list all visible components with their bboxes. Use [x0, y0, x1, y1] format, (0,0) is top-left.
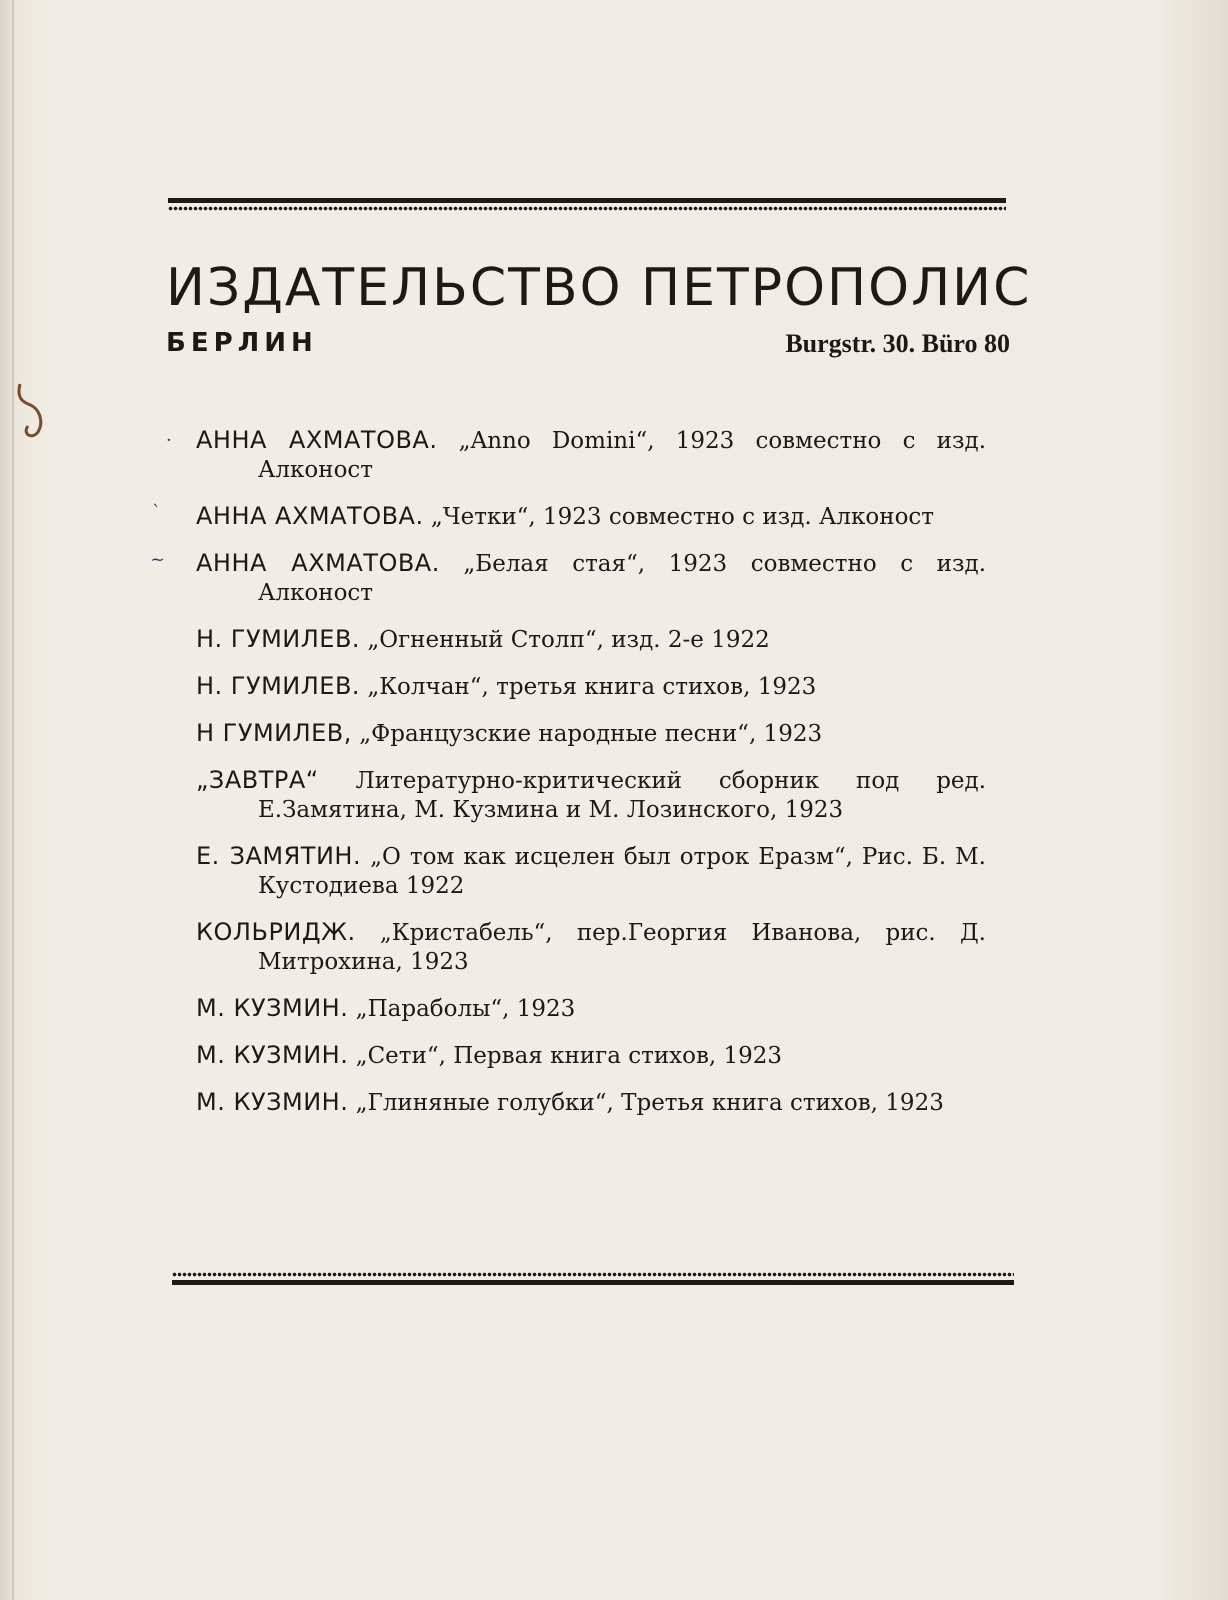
- publisher-title: ИЗДАТЕЛЬСТВО ПЕТРОПОЛИС: [166, 258, 1032, 318]
- binding-thread-icon: [14, 382, 54, 442]
- catalog-entry: [150, 549, 986, 608]
- catalog-entry: [196, 672, 986, 702]
- entry-work: „Четки“, 1923 совместно с изд. Алконост: [430, 504, 935, 530]
- catalog-entry: [196, 918, 986, 977]
- pencil-mark-icon: ~: [150, 549, 166, 570]
- catalog-entry: [196, 842, 986, 901]
- catalog-entry: [152, 502, 986, 532]
- entry-work: „Огненный Столп“, изд. 2-е 1922: [367, 627, 770, 653]
- entry-work: „Кристабель“, пер.Георгия Иванова, рис. Д. Митрохина, 1923: [258, 920, 986, 975]
- entry-work: „Белая стая“, 1923 совместно с изд. Алконост: [258, 551, 986, 606]
- entry-work: „О том как исцелен был отрок Еразм“, Рис. Б. М. Кустодиева 1922: [258, 844, 986, 899]
- catalog-list: [150, 426, 987, 1135]
- entry-author: АННА АХМАТОВА.: [196, 502, 424, 530]
- entry-author: КОЛЬРИДЖ.: [196, 918, 356, 946]
- entry-work: „Колчан“, третья книга стихов, 1923: [367, 674, 817, 700]
- page-spine-edge: [12, 0, 14, 1600]
- entry-work: „Глиняные голубки“, Третья книга стихов, 1923: [355, 1090, 944, 1116]
- entry-author: Н. ГУМИЛЕВ.: [196, 625, 361, 653]
- entry-work: „Anno Domini“, 1923 совместно с изд. Алконост: [258, 428, 987, 483]
- catalog-entry: [196, 994, 986, 1024]
- entry-author: АННА АХМАТОВА.: [196, 426, 438, 454]
- pencil-mark-icon: ·: [166, 430, 172, 451]
- entry-author: Е. ЗАМЯТИН.: [196, 842, 362, 870]
- entry-author: Н ГУМИЛЕВ,: [196, 719, 352, 747]
- entry-work: „Параболы“, 1923: [355, 996, 576, 1022]
- top-ornamental-rule: [168, 198, 1006, 214]
- entry-author: Н. ГУМИЛЕВ.: [196, 672, 361, 700]
- entry-author: М. КУЗМИН.: [196, 1041, 349, 1069]
- address-label: Burgstr. 30. Büro 80: [785, 329, 1010, 358]
- bottom-ornamental-rule: [172, 1272, 1014, 1288]
- catalog-entry: [196, 1041, 986, 1071]
- entry-work: Литературно-критический сборник под ред. Е.Замятина, М. Кузмина и М. Лозинского, 1923: [258, 768, 986, 823]
- entry-work: „Сети“, Первая книга стихов, 1923: [355, 1043, 783, 1069]
- entry-author: АННА АХМАТОВА.: [196, 549, 440, 577]
- entry-work: „Французские народные песни“, 1923: [359, 721, 823, 747]
- entry-author: М. КУЗМИН.: [196, 1088, 349, 1116]
- catalog-entry: [196, 625, 986, 655]
- catalog-entry: [196, 1088, 986, 1118]
- catalog-entry: [196, 766, 986, 825]
- catalog-entry: [166, 426, 987, 485]
- pencil-mark-icon: ˋ: [152, 502, 161, 523]
- city-label: БЕРЛИН: [166, 328, 318, 358]
- entry-author: „ЗАВТРА“: [196, 766, 319, 794]
- entry-author: М. КУЗМИН.: [196, 994, 349, 1022]
- catalog-entry: [196, 719, 986, 749]
